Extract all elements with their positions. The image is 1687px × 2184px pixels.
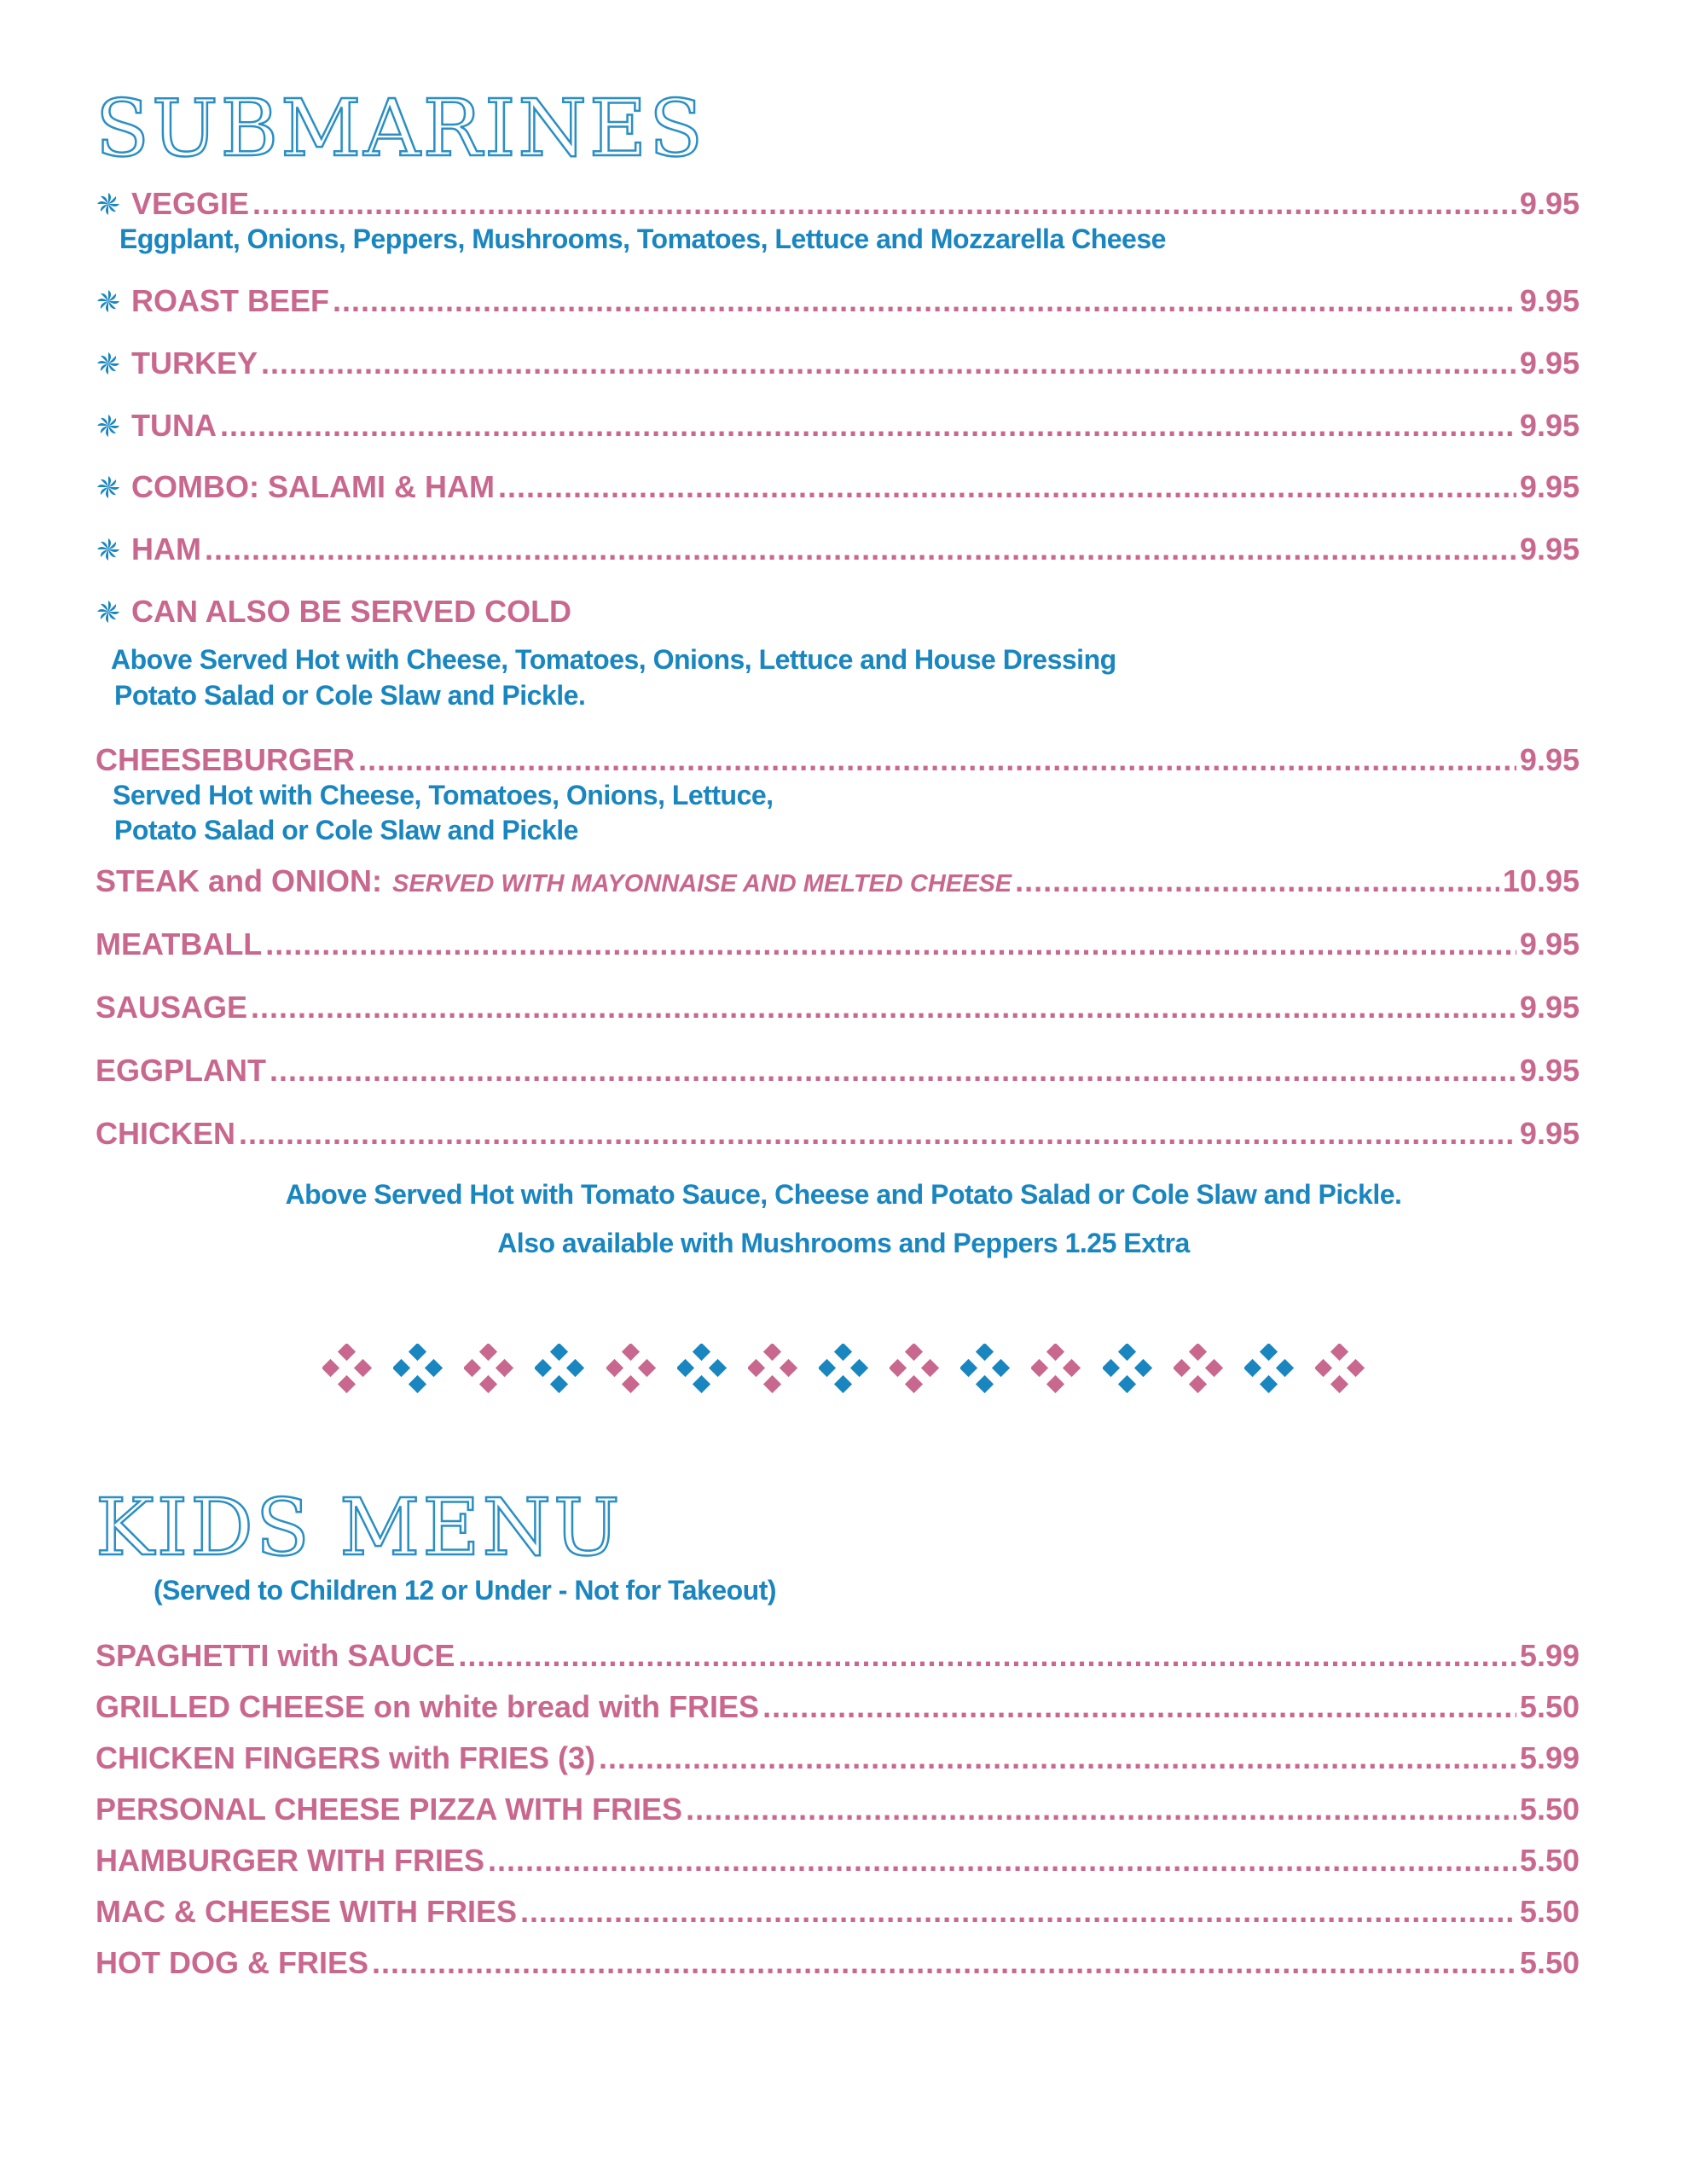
diamond-cluster-icon [322, 1344, 372, 1393]
item-price: 9.95 [1519, 186, 1580, 221]
kids-item-spaghetti [96, 1638, 1580, 1674]
item-name: VEGGIE [131, 186, 250, 221]
item-name: CAN ALSO BE SERVED COLD [131, 594, 572, 629]
flower-icon [96, 594, 131, 630]
diamond-cluster-icon [1031, 1344, 1081, 1393]
menu-item-chicken [96, 1116, 1580, 1152]
item-name: COMBO: SALAMI & HAM [131, 469, 495, 504]
item-price: 5.50 [1519, 1843, 1580, 1878]
item-price: 9.95 [1519, 926, 1580, 961]
item-name: SAUSAGE [96, 990, 248, 1025]
diamond-cluster-icon [464, 1344, 513, 1393]
menu-item-veggie [96, 186, 1580, 222]
menu-item-turkey [96, 346, 1580, 381]
item-name: CHICKEN FINGERS with FRIES (3) [96, 1740, 596, 1775]
item-price: 9.95 [1519, 1116, 1580, 1151]
submarines-footer-1: Above Served Hot with Tomato Sauce, Cheese and Potato Salad or Cole Slaw and Pickle. [285, 1179, 1402, 1210]
diamond-divider [322, 1344, 1365, 1393]
item-price: 9.95 [1519, 408, 1580, 443]
item-name: TURKEY [131, 346, 258, 380]
kids-menu-subtitle: (Served to Children 12 or Under - Not for Takeout) [154, 1575, 777, 1606]
dot-leader [239, 1116, 1516, 1152]
dot-leader [372, 1945, 1516, 1981]
item-price: 5.99 [1519, 1740, 1580, 1775]
item-name: SPAGHETTI with SAUCE [96, 1638, 455, 1673]
dot-leader [270, 1053, 1516, 1089]
menu-item-ham [96, 531, 1580, 567]
item-price: 9.95 [1519, 742, 1580, 777]
item-name: HAMBURGER WITH FRIES [96, 1843, 484, 1878]
item-name: CHEESEBURGER [96, 742, 356, 777]
flower-icon [96, 346, 131, 381]
menu-item-roast-beef [96, 283, 1580, 319]
dot-leader [333, 283, 1516, 319]
dot-leader [251, 990, 1516, 1025]
dot-leader [358, 742, 1516, 778]
hot-note-line-2: Potato Salad or Cole Slaw and Pickle. [114, 680, 586, 711]
item-price: 5.50 [1519, 1945, 1580, 1980]
item-name: GRILLED CHEESE on white bread with FRIES [96, 1689, 760, 1724]
kids-item-grilled-cheese [96, 1689, 1580, 1725]
submarines-footer-2: Also available with Mushrooms and Peppers 1.25 Extra [497, 1228, 1190, 1258]
diamond-cluster-icon [748, 1344, 797, 1393]
diamond-cluster-icon [1174, 1344, 1223, 1393]
item-name: ROAST BEEF [131, 283, 330, 318]
flower-icon [96, 408, 131, 444]
menu-item-meatball [96, 926, 1580, 962]
flower-icon [96, 531, 131, 567]
menu-item-cheeseburger [96, 742, 1580, 778]
dot-leader [265, 926, 1516, 962]
item-price: 9.95 [1519, 531, 1580, 566]
dot-leader [762, 1689, 1516, 1725]
cheeseburger-description-2: Potato Salad or Cole Slaw and Pickle [114, 815, 578, 845]
item-price: 9.95 [1519, 283, 1580, 318]
kids-item-cheese-pizza [96, 1792, 1580, 1827]
menu-item-eggplant [96, 1053, 1580, 1089]
item-name: HAM [131, 531, 201, 566]
dot-leader [686, 1792, 1516, 1827]
flower-icon [96, 283, 131, 319]
kids-menu-title: KIDS MENU [96, 1482, 623, 1573]
dot-leader [205, 531, 1516, 567]
item-name: MEATBALL [96, 926, 263, 961]
item-price: 5.99 [1519, 1638, 1580, 1673]
dot-leader [261, 346, 1516, 381]
dot-leader [498, 469, 1516, 505]
submarines-title: SUBMARINES [96, 83, 706, 174]
item-name: PERSONAL CHEESE PIZZA WITH FRIES [96, 1792, 683, 1827]
menu-item-tuna [96, 408, 1580, 444]
item-price: 9.95 [1519, 346, 1580, 380]
item-price: 9.95 [1519, 990, 1580, 1025]
dot-leader [599, 1740, 1516, 1776]
dot-leader [520, 1894, 1516, 1930]
menu-item-sausage [96, 990, 1580, 1025]
item-price: 5.50 [1519, 1792, 1580, 1827]
diamond-cluster-icon [819, 1344, 868, 1393]
kids-item-chicken-fingers [96, 1740, 1580, 1776]
kids-item-hamburger [96, 1843, 1580, 1879]
kids-item-mac-cheese [96, 1894, 1580, 1930]
diamond-cluster-icon [677, 1344, 727, 1393]
item-price: 10.95 [1502, 863, 1580, 898]
flower-icon [96, 186, 131, 222]
hot-note-line-1: Above Served Hot with Cheese, Tomatoes, Onions, Lettuce and House Dressing [111, 644, 1116, 675]
item-name: HOT DOG & FRIES [96, 1945, 369, 1980]
flower-icon [96, 469, 131, 505]
item-name: STEAK and ONION: [96, 863, 383, 898]
item-name: EGGPLANT [96, 1053, 267, 1088]
diamond-cluster-icon [1103, 1344, 1152, 1393]
item-name: CHICKEN [96, 1116, 236, 1151]
diamond-cluster-icon [535, 1344, 584, 1393]
diamond-cluster-icon [606, 1344, 656, 1393]
diamond-cluster-icon [960, 1344, 1010, 1393]
dot-leader [488, 1843, 1516, 1879]
dot-leader [458, 1638, 1516, 1674]
diamond-cluster-icon [1315, 1344, 1365, 1393]
kids-item-hot-dog [96, 1945, 1580, 1981]
item-note: SERVED WITH MAYONNAISE AND MELTED CHEESE [392, 870, 1012, 897]
cheeseburger-description-1: Served Hot with Cheese, Tomatoes, Onions, Lettuce, [113, 780, 774, 810]
dot-leader [1015, 863, 1499, 899]
item-price: 5.50 [1519, 1689, 1580, 1724]
diamond-cluster-icon [890, 1344, 939, 1393]
menu-item-steak-onion [96, 863, 1580, 899]
dot-leader [220, 408, 1516, 444]
diamond-cluster-icon [1244, 1344, 1294, 1393]
item-price: 9.95 [1519, 469, 1580, 504]
item-name: TUNA [131, 408, 217, 443]
dot-leader [252, 186, 1516, 222]
item-price: 5.50 [1519, 1894, 1580, 1929]
item-price: 9.95 [1519, 1053, 1580, 1088]
menu-item-combo [96, 469, 1580, 505]
veggie-description: Eggplant, Onions, Peppers, Mushrooms, Tomatoes, Lettuce and Mozzarella Cheese [119, 224, 1166, 254]
menu-item-served-cold [96, 594, 1580, 630]
diamond-cluster-icon [393, 1344, 443, 1393]
item-name: MAC & CHEESE WITH FRIES [96, 1894, 518, 1929]
